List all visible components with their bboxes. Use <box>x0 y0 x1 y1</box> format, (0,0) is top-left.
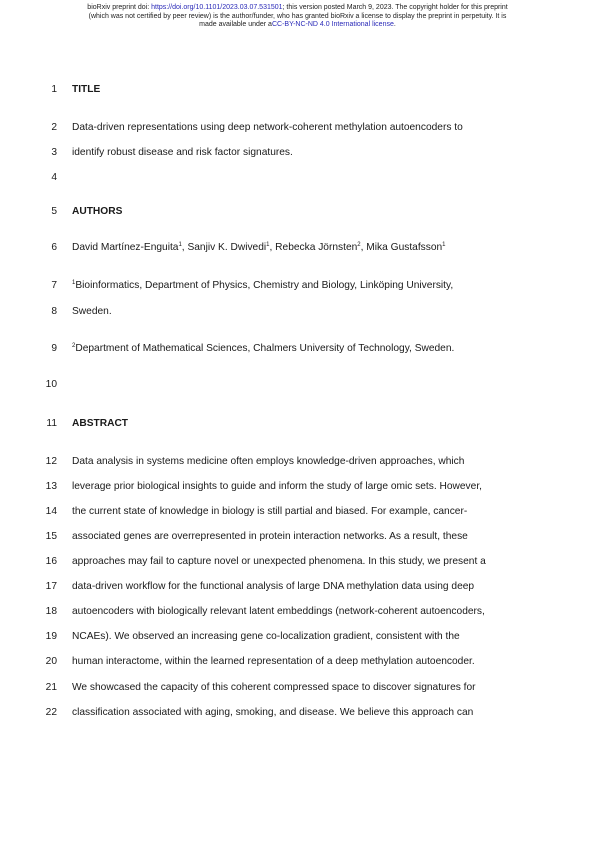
line-3 <box>0 146 595 160</box>
doi-link[interactable]: https://doi.org/10.1101/2023.03.07.531501 <box>151 4 283 11</box>
line-22 <box>0 706 595 720</box>
line-9 <box>0 342 595 356</box>
abstract-line: We showcased the capacity of this coherent compressed space to discover signatures for <box>72 682 476 693</box>
abstract-line: NCAEs). We observed an increasing gene co-localization gradient, consistent with the <box>72 631 460 642</box>
line-19 <box>0 630 595 644</box>
line-11 <box>0 417 595 431</box>
line-12 <box>0 455 595 469</box>
line-number: 11 <box>46 418 57 429</box>
preprint-header <box>40 4 555 30</box>
abstract-line: human interactome, within the learned representation of a deep methylation autoencoder. <box>72 656 475 667</box>
line-6 <box>0 241 595 255</box>
line-1 <box>0 83 595 97</box>
header-line-1: bioRxiv preprint doi: https://doi.org/10.1101/2023.03.07.531501; this version posted March 9, 2023. The copyright holder for this preprint <box>87 4 508 11</box>
abstract-line: autoencoders with biologically relevant latent embeddings (network-coherent autoencoders, <box>72 606 485 617</box>
line-15 <box>0 530 595 544</box>
affiliation-2: $^2$Department of Mathematical Sciences, Chalmers University of Technology, Sweden. <box>72 343 455 354</box>
line-number: 10 <box>45 379 57 390</box>
abstract-line: associated genes are overrepresented in protein interaction networks. As a result, these <box>72 531 468 542</box>
abstract-line: the current state of knowledge in biology is still partial and biased. For example, cancer- <box>72 506 468 517</box>
line-20 <box>0 655 595 669</box>
line-number: 15 <box>45 531 57 542</box>
line-number: 12 <box>45 456 57 467</box>
line-number: 9 <box>51 343 57 354</box>
line-number: 17 <box>45 581 57 592</box>
line-13 <box>0 480 595 494</box>
header-line-2: (which was not certified by peer review) is the author/funder, who has granted bioRxiv a license to display the preprint in perpetuity. It is <box>88 12 507 20</box>
affiliation-1: $^1$Bioinformatics, Department of Physics, Chemistry and Biology, Linköping University, <box>72 280 454 291</box>
line-10 <box>0 378 595 392</box>
line-number: 2 <box>51 122 57 133</box>
line-number: 21 <box>45 682 57 693</box>
section-heading-title: TITLE <box>72 84 101 95</box>
abstract-line: classification associated with aging, smoking, and disease. We believe this approach can <box>72 707 474 718</box>
line-4 <box>0 171 595 185</box>
abstract-line: data-driven workflow for the functional analysis of large DNA methylation data using deep <box>72 581 475 592</box>
paper-title-line-2: identify robust disease and risk factor signatures. <box>72 147 293 158</box>
line-number: 14 <box>45 506 57 517</box>
line-number: 19 <box>45 631 57 642</box>
line-number: 6 <box>51 242 57 253</box>
line-number: 4 <box>51 172 57 183</box>
header-line-3: made available under aCC-BY-NC-ND 4.0 International license. <box>199 21 396 29</box>
abstract-line: Data analysis in systems medicine often employs knowledge-driven approaches, which <box>72 456 465 467</box>
line-8 <box>0 305 595 319</box>
line-21 <box>0 681 595 695</box>
line-17 <box>0 580 595 594</box>
line-number: 18 <box>45 606 57 617</box>
paper-title-line-1: Data-driven representations using deep network-coherent methylation autoencoders to <box>72 122 463 133</box>
line-2 <box>0 121 595 135</box>
section-heading-authors: AUTHORS <box>72 206 123 217</box>
author-list: David Martínez-Enguita$^1$, Sanjiv K. Dwivedi$^1$, Rebecka Jörnsten$^2$, Mika Gustafsson$^1$ <box>72 242 446 253</box>
line-number: 13 <box>45 481 57 492</box>
line-number: 20 <box>45 656 57 667</box>
line-number: 5 <box>51 206 57 217</box>
line-number: 3 <box>51 147 57 158</box>
license-link[interactable]: CC-BY-NC-ND 4.0 International license <box>271 21 394 29</box>
section-heading-abstract: ABSTRACT <box>72 418 129 429</box>
line-number: 1 <box>51 84 57 95</box>
line-16 <box>0 555 595 569</box>
line-number: 22 <box>45 707 57 718</box>
line-number: 8 <box>51 306 57 317</box>
line-number: 7 <box>51 280 57 291</box>
line-18 <box>0 605 595 619</box>
line-number: 16 <box>45 556 57 567</box>
affiliation-1-cont: Sweden. <box>72 306 112 317</box>
line-5 <box>0 205 595 219</box>
abstract-line: approaches may fail to capture novel or unexpected phenomena. In this study, we present a <box>72 556 486 567</box>
line-7 <box>0 279 595 293</box>
line-14 <box>0 505 595 519</box>
abstract-line: leverage prior biological insights to guide and inform the study of large omic sets. However, <box>72 481 482 492</box>
